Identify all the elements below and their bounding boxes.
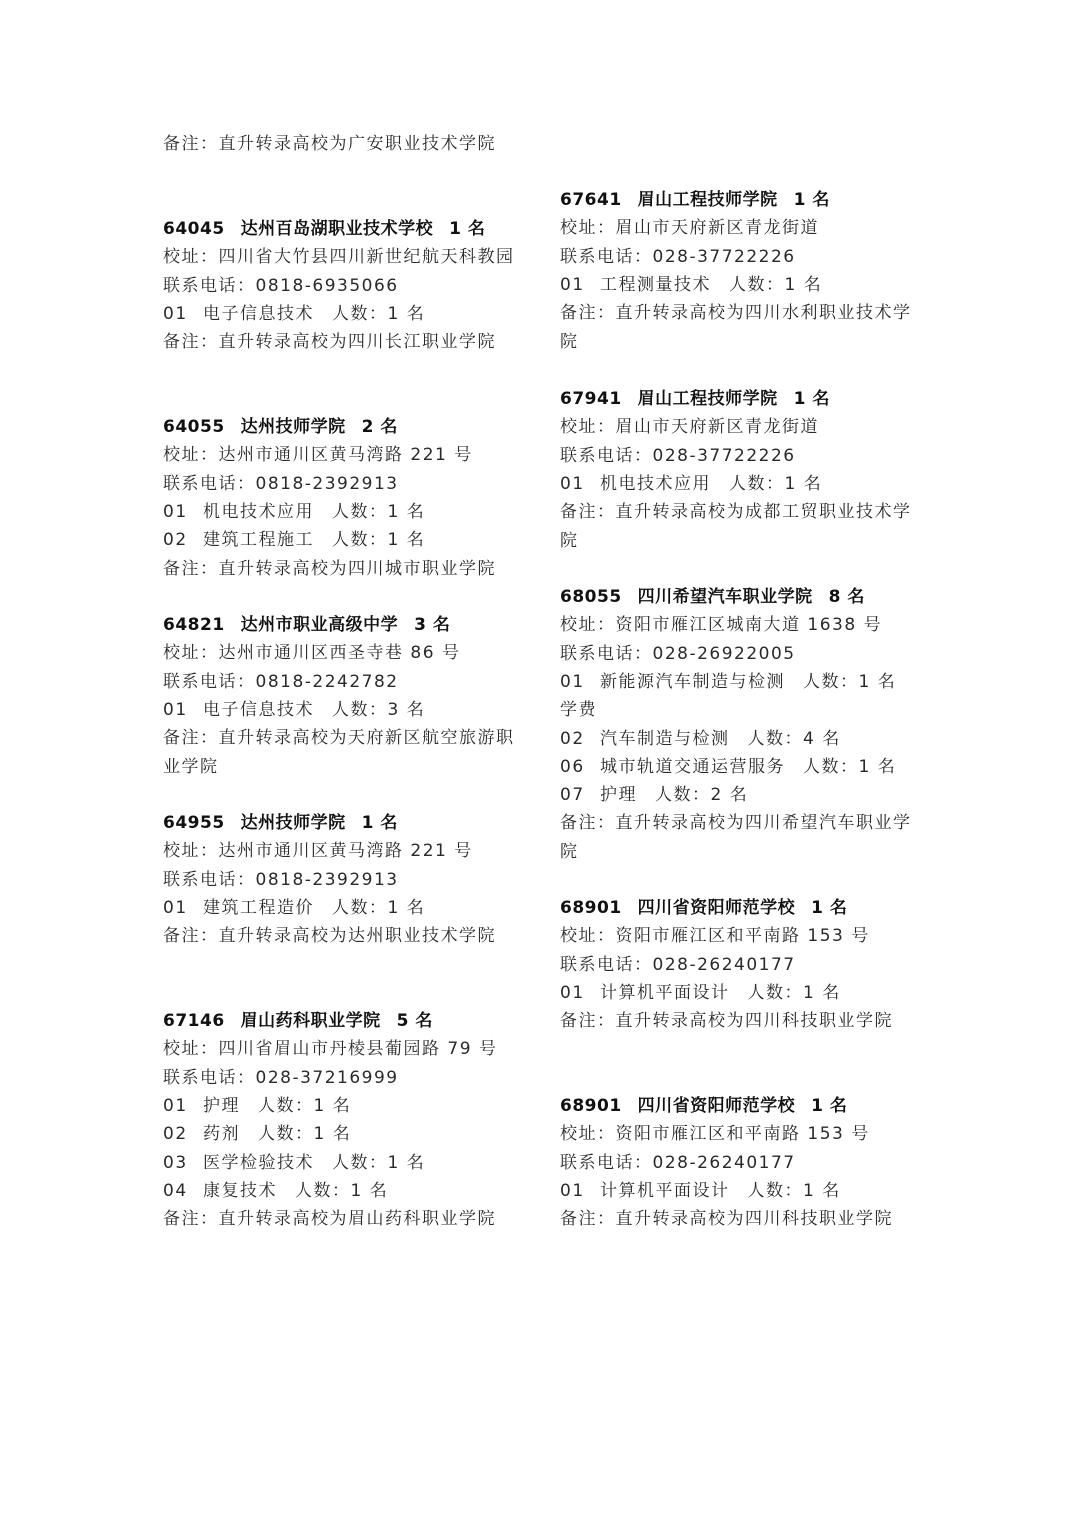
program-name: 计算机平面设计 [600, 1180, 730, 1201]
program-row [560, 470, 822, 498]
school-phone: 联系电话：028-37216999 [163, 1067, 399, 1088]
program-count: 人数：2 名 [655, 785, 749, 806]
school-note: 备注：直升转录高校为达州职业技术学院 [163, 926, 496, 947]
program-row [163, 1149, 425, 1177]
program-name: 康复技术 [203, 1180, 277, 1201]
school-heading [163, 413, 398, 441]
school-note: 业学院 [163, 756, 219, 777]
school-name: 达州技师学院 [240, 813, 346, 833]
school-note: 备注：直升转录高校为四川长江职业学院 [163, 332, 496, 353]
school-heading [560, 385, 830, 413]
school-heading [560, 1092, 847, 1120]
school-phone: 联系电话：028-26922005 [560, 643, 796, 664]
school-quota: 3 名 [414, 615, 451, 635]
school-phone: 联系电话：028-37722226 [560, 246, 796, 267]
program-number: 01 [163, 501, 188, 522]
school-phone: 联系电话：0818-2392913 [163, 869, 399, 890]
program-name: 计算机平面设计 [600, 982, 730, 1003]
school-code: 67941 [560, 389, 622, 409]
school-address: 校址：达州市通川区黄马湾路 221 号 [163, 445, 473, 466]
program-name: 建筑工程施工 [203, 530, 314, 551]
school-quota: 5 名 [396, 1011, 433, 1031]
program-name: 药剂 [203, 1124, 240, 1145]
program-name: 建筑工程造价 [203, 897, 314, 918]
program-count: 人数：3 名 [332, 699, 426, 720]
program-count: 人数：1 名 [803, 756, 897, 777]
school-address: 校址：达州市通川区西圣寺巷 86 号 [163, 643, 461, 664]
program-count: 人数：1 名 [295, 1180, 389, 1201]
program-name: 汽车制造与检测 [600, 728, 730, 749]
program-number: 02 [163, 530, 188, 551]
school-note: 备注：直升转录高校为四川希望汽车职业学 [560, 813, 912, 834]
school-phone: 联系电话：028-37722226 [560, 445, 796, 466]
program-number: 01 [163, 897, 188, 918]
school-code: 64045 [163, 219, 225, 239]
program-name: 医学检验技术 [203, 1152, 314, 1173]
program-number: 01 [163, 303, 188, 324]
school-phone: 联系电话：028-26240177 [560, 1152, 796, 1173]
school-note: 备注：直升转录高校为四川城市职业学院 [163, 558, 496, 579]
program-number: 01 [560, 473, 585, 494]
school-note: 备注：直升转录高校为四川水利职业技术学 [560, 303, 912, 324]
school-quota: 2 名 [361, 417, 398, 437]
program-number: 01 [560, 671, 585, 692]
school-name: 眉山工程技师学院 [637, 190, 778, 210]
school-note: 备注：直升转录高校为四川科技职业学院 [560, 1209, 893, 1230]
program-number: 01 [163, 1095, 188, 1116]
program-number: 01 [560, 274, 585, 295]
program-name: 城市轨道交通运营服务 [600, 756, 785, 777]
program-row [560, 1177, 841, 1205]
program-count: 人数：1 名 [332, 303, 426, 324]
program-number: 01 [560, 982, 585, 1003]
program-row [560, 725, 841, 753]
program-number: 01 [163, 699, 188, 720]
school-quota: 1 名 [361, 813, 398, 833]
school-note: 院 [560, 841, 579, 862]
program-count: 人数：1 名 [332, 501, 426, 522]
school-note: 备注：直升转录高校为眉山药科职业学院 [163, 1209, 496, 1230]
program-name: 电子信息技术 [203, 699, 314, 720]
program-number: 06 [560, 756, 585, 777]
program-row [163, 526, 425, 554]
school-address: 校址：眉山市天府新区青龙街道 [560, 417, 819, 438]
school-code: 64955 [163, 813, 225, 833]
school-address: 校址：资阳市雁江区城南大道 1638 号 [560, 615, 883, 636]
program-count: 人数：1 名 [729, 473, 823, 494]
program-name: 新能源汽车制造与检测 [600, 671, 785, 692]
program-number: 04 [163, 1180, 188, 1201]
program-count: 人数：1 名 [332, 530, 426, 551]
program-row [560, 753, 896, 781]
program-row [560, 668, 896, 696]
school-name: 四川省资阳师范学校 [637, 1096, 796, 1116]
school-code: 64821 [163, 615, 225, 635]
school-code: 64055 [163, 417, 225, 437]
school-note: 备注：直升转录高校为天府新区航空旅游职 [163, 728, 515, 749]
school-address: 校址：达州市通川区黄马湾路 221 号 [163, 841, 473, 862]
program-row [163, 300, 425, 328]
program-name: 护理 [203, 1095, 240, 1116]
school-name: 达州市职业高级中学 [240, 615, 399, 635]
program-name: 工程测量技术 [600, 274, 711, 295]
program-number: 02 [163, 1124, 188, 1145]
school-name: 四川希望汽车职业学院 [637, 587, 813, 607]
program-count: 人数：1 名 [332, 897, 426, 918]
school-code: 67641 [560, 190, 622, 210]
program-row [163, 498, 425, 526]
top-note: 备注：直升转录高校为广安职业技术学院 [163, 134, 496, 154]
school-code: 68901 [560, 898, 622, 918]
school-phone: 联系电话：028-26240177 [560, 954, 796, 975]
school-name: 达州百岛湖职业技术学校 [240, 219, 434, 239]
program-row [560, 271, 822, 299]
school-address: 校址：眉山市天府新区青龙街道 [560, 218, 819, 239]
program-number: 03 [163, 1152, 188, 1173]
school-name: 眉山药科职业学院 [240, 1011, 381, 1031]
school-quota: 1 名 [811, 1096, 848, 1116]
school-address: 校址：四川省大竹县四川新世纪航天科教园 [163, 247, 515, 268]
program-row [560, 781, 748, 809]
program-number: 07 [560, 785, 585, 806]
school-heading [163, 611, 450, 639]
program-number: 01 [560, 1180, 585, 1201]
school-quota: 1 名 [811, 898, 848, 918]
program-count: 人数：1 名 [332, 1152, 426, 1173]
school-phone: 联系电话：0818-2392913 [163, 473, 399, 494]
program-count: 人数：1 名 [258, 1124, 352, 1145]
school-quota: 8 名 [828, 587, 865, 607]
school-note: 备注：直升转录高校为四川科技职业学院 [560, 1011, 893, 1032]
school-address: 校址：四川省眉山市丹棱县葡园路 79 号 [163, 1039, 498, 1060]
school-note: 备注：直升转录高校为成都工贸职业技术学 [560, 502, 912, 523]
school-heading [163, 1007, 433, 1035]
school-name: 眉山工程技师学院 [637, 389, 778, 409]
program-row [163, 1177, 388, 1205]
school-quota: 1 名 [449, 219, 486, 239]
program-name: 机电技术应用 [600, 473, 711, 494]
program-row [163, 1092, 351, 1120]
school-quota: 1 名 [793, 389, 830, 409]
school-code: 68055 [560, 587, 622, 607]
school-name: 四川省资阳师范学校 [637, 898, 796, 918]
program-name: 机电技术应用 [203, 501, 314, 522]
program-number: 02 [560, 728, 585, 749]
program-extra: 学费 [560, 700, 597, 721]
program-name: 护理 [600, 785, 637, 806]
school-heading [560, 186, 830, 214]
school-phone: 联系电话：0818-2242782 [163, 671, 399, 692]
school-heading [163, 215, 485, 243]
school-quota: 1 名 [793, 190, 830, 210]
school-note: 院 [560, 530, 579, 551]
school-address: 校址：资阳市雁江区和平南路 153 号 [560, 1124, 870, 1145]
program-count: 人数：1 名 [747, 982, 841, 1003]
school-code: 67146 [163, 1011, 225, 1031]
school-heading [163, 809, 398, 837]
school-name: 达州技师学院 [240, 417, 346, 437]
program-row [560, 979, 841, 1007]
program-row [163, 1120, 351, 1148]
school-heading [560, 583, 865, 611]
school-heading [560, 894, 847, 922]
school-note: 院 [560, 331, 579, 352]
school-phone: 联系电话：0818-6935066 [163, 275, 399, 296]
program-row [163, 696, 425, 724]
program-name: 电子信息技术 [203, 303, 314, 324]
program-count: 人数：4 名 [747, 728, 841, 749]
program-count: 人数：1 名 [729, 274, 823, 295]
program-count: 人数：1 名 [803, 671, 897, 692]
program-count: 人数：1 名 [258, 1095, 352, 1116]
program-count: 人数：1 名 [747, 1180, 841, 1201]
school-address: 校址：资阳市雁江区和平南路 153 号 [560, 926, 870, 947]
program-row [163, 894, 425, 922]
school-code: 68901 [560, 1096, 622, 1116]
